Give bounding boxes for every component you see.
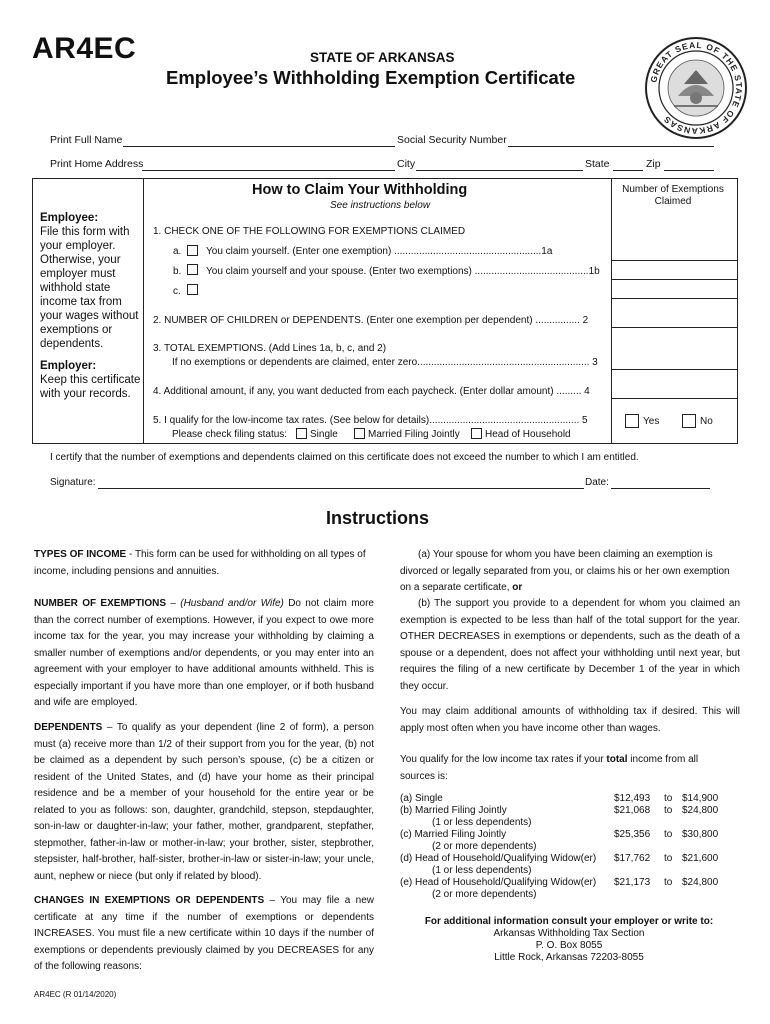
rate-low: $17,762	[614, 853, 651, 864]
zip-label: Zip	[646, 158, 661, 170]
qualify-pre: You qualify for the low income tax rates if your	[400, 754, 607, 765]
contact-line: Arkansas Withholding Tax Section	[493, 928, 645, 939]
exemption-1a-field[interactable]	[611, 260, 738, 261]
see-instructions: See instructions below	[330, 200, 431, 211]
state-field[interactable]	[613, 170, 643, 171]
status-single-checkbox[interactable]	[296, 428, 307, 439]
exemption-4-field[interactable]	[611, 398, 738, 399]
filing-status-label: Please check filing status:	[172, 429, 288, 440]
qualify-bold: total	[606, 754, 628, 765]
num-exemptions-para	[34, 596, 374, 712]
rate-high: $14,900	[682, 793, 719, 804]
rate-label: (b) Married Filing Jointly	[400, 805, 507, 816]
exemptions-header	[614, 184, 732, 208]
employee-heading: Employee:	[40, 212, 99, 224]
home-address-label: Print Home Address	[50, 158, 144, 170]
rate-high: $21,600	[682, 853, 719, 864]
city-label: City	[397, 158, 416, 170]
status-married-checkbox[interactable]	[354, 428, 365, 439]
exemption-2-field[interactable]	[611, 327, 738, 328]
contact-line: P. O. Box 8055	[535, 940, 603, 951]
status-single-label: Single	[310, 429, 338, 440]
rate-row	[400, 793, 722, 805]
home-address-field[interactable]	[142, 170, 395, 171]
employer-note-line: Keep this certificate	[40, 374, 141, 386]
checkbox-1a[interactable]	[187, 245, 198, 256]
rate-high: $24,800	[682, 805, 719, 816]
employee-note-line: Otherwise, your	[40, 254, 121, 266]
signature-label: Signature:	[50, 477, 96, 488]
exemptions-column-divider	[611, 178, 612, 444]
rate-to: to	[664, 853, 673, 864]
employer-note-line: with your records.	[40, 388, 131, 400]
rate-sub: (2 or more dependents)	[432, 889, 537, 900]
employee-note-line: employer must	[40, 268, 116, 280]
types-heading: TYPES OF INCOME	[34, 549, 127, 560]
form-code: AR4EC	[32, 32, 137, 65]
date-label: Date:	[585, 477, 609, 488]
no-label: No	[700, 416, 713, 427]
rate-label: (c) Married Filing Jointly	[400, 829, 507, 840]
employee-note-line: File this form with	[40, 226, 130, 238]
line-1b: You claim yourself and your spouse. (Enter two exemptions) .........................................1b	[206, 266, 600, 277]
rate-low: $12,493	[614, 793, 651, 804]
line-5: 5. I qualify for the low-income tax rates. (See below for details)...................................................... 5	[153, 415, 588, 426]
line-4: 4. Additional amount, if any, you want deducted from each paycheck. (Enter dollar amount) ......... 4	[153, 386, 590, 397]
line-1b-prefix: b.	[173, 266, 182, 277]
types-text: - This form can be used for withholding on all types of income, including pensions and annuities.	[34, 549, 366, 577]
employee-note-line: exemptions or	[40, 324, 113, 336]
howto-title: How to Claim Your Withholding	[252, 182, 468, 198]
types-of-income-para	[34, 547, 374, 580]
changes-para	[34, 893, 374, 976]
reason-b-para: (b) The support you provide to a dependent for whom you claimed an exemption is expected to be less than half of the total support for the year. OTHER DECREASES in exemptions or dependents, such as the death of a spouse or a dependent, does not affect your withholding until next year, but requires the filing of a new certificate by December 1 of the year in which they occur.	[400, 598, 740, 692]
rate-to: to	[664, 805, 673, 816]
line-1a: You claim yourself. (Enter one exemption) .....................................................1a	[206, 246, 553, 257]
employee-note-line: income tax from	[40, 296, 122, 308]
exemptions-header-line: Number of Exemptions	[622, 184, 724, 195]
full-name-field[interactable]	[123, 146, 395, 147]
rate-low: $25,356	[614, 829, 651, 840]
contact-heading: For additional information consult your employer or write to:	[424, 916, 714, 927]
city-field[interactable]	[416, 170, 583, 171]
form-revision: AR4EC (R 01/14/2020)	[34, 990, 117, 999]
numex-italic: – (Husband and/or Wife)	[166, 598, 284, 609]
rate-sub: (1 or less dependents)	[432, 865, 532, 876]
contact-line: Little Rock, Arkansas 72203-8055	[494, 952, 644, 963]
rate-row	[400, 853, 722, 877]
rate-to: to	[664, 829, 673, 840]
line-1: 1. CHECK ONE OF THE FOLLOWING FOR EXEMPTIONS CLAIMED	[153, 226, 466, 237]
changes-text: – You may file a new certificate at any time if the number of exemptions or dependents INCREASES. You must file a new certificate within 10 days if the number of exemptions or dependents previously claimed by you DECREASES for any of the following reasons:	[34, 895, 374, 972]
reason-a-or: or	[509, 582, 523, 593]
yes-label: Yes	[643, 416, 660, 427]
certify-text: I certify that the number of exemptions and dependents claimed on this certificate does not exceed the number to which I am entitled.	[50, 452, 639, 463]
dep-text: – To qualify as your dependent (line 2 of form), a person must (a) receive more than 1/2 of their support from you for the year, (b) not be claimed as a dependent by such person’s spouse, (c) be a citizen or resident of the United States, and (d) have your home as their principal residence and be a member of your household for the entire year or be related to you as follows: son, daughter, grandchild, stepson, stepdaughter, son-in-law or daughter-in-law; your father, mother, grandparent, stepfather, stepmother, father-in-law or mother-in-law; your brother, sister, stepbrother, stepsister, half-brother, half-sister, brother-in-law or sister-in-law; your uncle, aunt, nephew or niece (but only if related by blood).	[34, 722, 374, 882]
rate-sub: (1 or less dependents)	[432, 817, 532, 828]
exemption-1c-field[interactable]	[611, 298, 738, 299]
ssn-field[interactable]	[508, 146, 714, 147]
line-1a-prefix: a.	[173, 246, 182, 257]
checkbox-1c[interactable]	[187, 284, 198, 295]
rate-row	[400, 877, 722, 901]
instructions-title: Instructions	[326, 508, 430, 528]
svg-text:GREAT SEAL OF THE STATE OF ARK: GREAT SEAL OF THE STATE OF ARKANSAS	[648, 39, 745, 137]
status-hoh-label: Head of Household	[485, 429, 571, 440]
numex-text: Do not claim more than the correct number of exemptions. However, if you expect to owe more income tax for the year, you may increase your withholding by claiming a smaller number of exemptions and/or dependents, or you may enter into an agreement with your employer to have additional amounts withheld. This is especially important if you have more than one employer, or if both husband and wife are employed.	[34, 598, 374, 708]
yes-checkbox[interactable]	[625, 414, 639, 428]
state-seal-icon	[644, 36, 748, 140]
sidebar-divider	[143, 178, 144, 444]
exemption-1b-field[interactable]	[611, 279, 738, 280]
dependents-para	[34, 720, 374, 885]
rate-to: to	[664, 793, 673, 804]
additional-para: You may claim additional amounts of withholding tax if desired. This will apply most often when you have income other than wages.	[400, 706, 740, 734]
rate-to: to	[664, 877, 673, 888]
rate-label: (a) Single	[400, 793, 443, 804]
rate-row	[400, 805, 722, 829]
date-field[interactable]	[611, 488, 710, 489]
employee-note-line: withhold state	[40, 282, 111, 294]
rate-high: $24,800	[682, 877, 719, 888]
rate-low: $21,173	[614, 877, 651, 888]
line-2: 2. NUMBER OF CHILDREN or DEPENDENTS. (Enter one exemption per dependent) ................ 2	[153, 315, 589, 326]
exemption-3-field[interactable]	[611, 369, 738, 370]
changes-heading: CHANGES IN EXEMPTIONS OR DEPENDENTS	[34, 895, 265, 906]
reason-a-text: (a) Your spouse for whom you have been claiming an exemption is divorced or legally separated from you, or claims his or her own exemption on a separate certificate,	[400, 549, 730, 593]
no-checkbox[interactable]	[682, 414, 696, 428]
rate-low: $21,068	[614, 805, 651, 816]
state-label: State	[585, 158, 610, 170]
exemptions-header-line: Claimed	[654, 196, 692, 207]
rate-label: (d) Head of Household/Qualifying Widow(er)	[400, 853, 597, 864]
line-3-title: 3. TOTAL EXEMPTIONS. (Add Lines 1a, b, c, and 2)	[153, 343, 387, 354]
checkbox-1b[interactable]	[187, 264, 198, 275]
rate-high: $30,800	[682, 829, 719, 840]
contact-block	[398, 916, 740, 964]
qualify-post: income from all sources is:	[400, 754, 699, 782]
full-name-label: Print Full Name	[50, 134, 123, 146]
rate-sub: (2 or more dependents)	[432, 841, 537, 852]
form-title: Employee’s Withholding Exemption Certificate	[166, 67, 576, 88]
dep-heading: DEPENDENTS	[34, 722, 103, 733]
status-hoh-checkbox[interactable]	[471, 428, 482, 439]
employee-note	[40, 211, 140, 401]
income-rates-table	[400, 793, 722, 901]
qualify-para	[400, 752, 720, 785]
employee-note-line: your employer.	[40, 240, 116, 252]
employee-note-line: dependents.	[40, 338, 104, 350]
employer-heading: Employer:	[40, 360, 97, 372]
ssn-label: Social Security Number	[397, 134, 507, 146]
numex-heading: NUMBER OF EXEMPTIONS	[34, 598, 167, 609]
state-heading: STATE OF ARKANSAS	[310, 50, 455, 65]
status-married-label: Married Filing Jointly	[368, 429, 460, 440]
zip-field[interactable]	[664, 170, 714, 171]
signature-field[interactable]	[98, 488, 584, 489]
rate-row	[400, 829, 722, 853]
reason-a-para	[400, 547, 740, 597]
line-1c-prefix: c.	[173, 286, 181, 297]
employee-note-line: your wages without	[40, 310, 139, 322]
rate-label: (e) Head of Household/Qualifying Widow(er)	[400, 877, 597, 888]
line-3: If no exemptions or dependents are claimed, enter zero.............................................................. 3	[172, 357, 598, 368]
